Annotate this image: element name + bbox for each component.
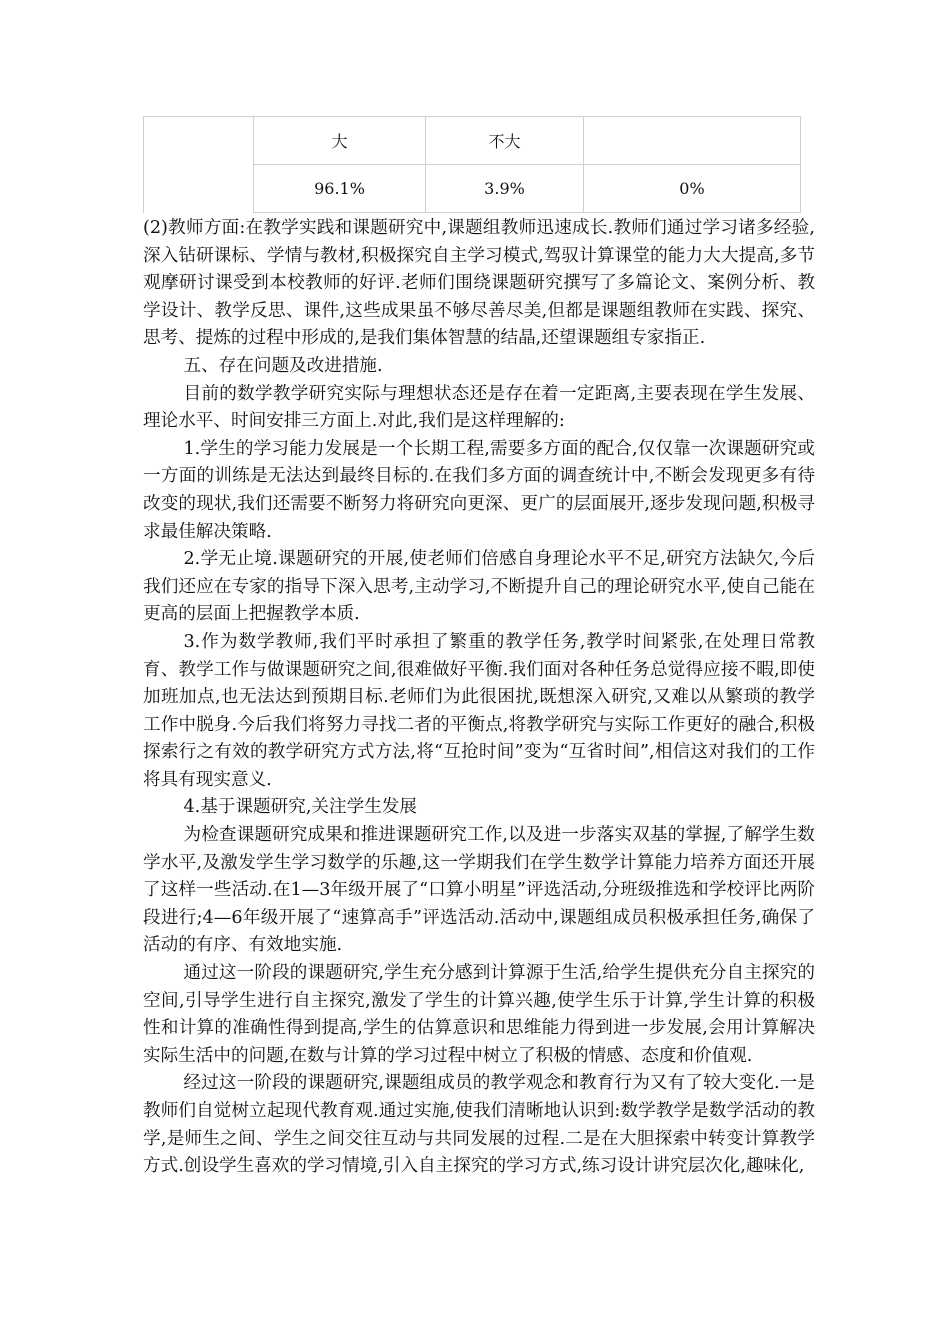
paragraph-activities: 为检查课题研究成果和推进课题研究工作,以及进一步落实双基的掌握,了解学生数学水平,及激发学生学习数学的乐趣,这一学期我们在学生数学计算能力培养方面还开展了这样一些活动.在1—3年级开展了“口算小明星”评选活动,分班级推选和学校评比两阶段进行;4—6年级开展了“速算高手”评选活动.活动中,课题组成员积极承担任务,确保了活动的有序、有效地实施. <box>143 825 815 956</box>
table-cell <box>144 117 254 165</box>
paragraph-student-outcomes: 通过这一阶段的课题研究,学生充分感到计算源于生活,给学生提供充分自主探究的空间,引导学生进行自主探究,激发了学生的计算兴趣,使学生乐于计算,学生计算的积极性和计算的准确性得到提高,学生的估算意识和思维能力得到进一步发展,会用计算解决实际生活中的问题,在数与计算的学习过程中树立了积极的情感、态度和价值观. <box>143 963 815 1066</box>
paragraph-teacher-aspect: (2)教师方面:在教学实践和课题研究中,课题组教师迅速成长.教师们通过学习诸多经验,深入钻研课标、学情与教材,积极探究自主学习模式,驾驭计算课堂的能力大大提高,多节观摩研讨课受到本校教师的好评.老师们围绕课题研究撰写了多篇论文、案例分析、教学设计、教学反思、课件,这些成果虽不够尽善尽美,但都是课题组教师在实践、探究、思考、提炼的过程中形成的,是我们集体智慧的结晶,还望课题组专家指正. <box>143 218 815 349</box>
table-value-row <box>144 165 801 213</box>
paragraph-point-2: 2.学无止境.课题研究的开展,使老师们倍感自身理论水平不足,研究方法缺欠,今后我们还应在专家的指导下深入思考,主动学习,不断提升自己的理论研究水平,使自己能在更高的层面上把握教学本质. <box>143 549 815 625</box>
paragraph-intro-problems: 目前的数学教学研究实际与理想状态还是存在着一定距离,主要表现在学生发展、理论水平、时间安排三方面上.对此,我们是这样理解的: <box>143 383 815 432</box>
paragraph-point-4-heading: 4.基于课题研究,关注学生发展 <box>183 797 417 818</box>
table-cell-large: 大 <box>254 117 426 165</box>
table-header-row <box>144 117 801 165</box>
survey-result-table <box>143 116 801 213</box>
table-cell-value-large: 96.1% <box>254 165 426 213</box>
document-body <box>143 215 815 1181</box>
table-cell-value-none: 0% <box>584 165 801 213</box>
table-cell-value-not-large: 3.9% <box>426 165 584 213</box>
paragraph-teacher-changes: 经过这一阶段的课题研究,课题组成员的教学观念和教育行为又有了较大变化.一是教师们自觉树立起现代教育观.通过实施,使我们清晰地认识到:数学教学是数学活动的教学,是师生之间、学生之间交往互动与共同发展的过程.二是在大胆探索中转变计算教学方式.创设学生喜欢的学习情境,引入自主探究的学习方式,练习设计讲究层次化,趣味化, <box>143 1073 815 1177</box>
table-cell-not-large: 不大 <box>426 117 584 165</box>
section-heading-problems: 五、存在问题及改进措施. <box>183 355 383 376</box>
paragraph-point-3: 3.作为数学教师,我们平时承担了繁重的教学任务,教学时间紧张,在处理日常教育、教学工作与做课题研究之间,很难做好平衡.我们面对各种任务总觉得应接不暇,即使加班加点,也无法达到预期目标.老师们为此很困扰,既想深入研究,又难以从繁琐的教学工作中脱身.今后我们将努力寻找二者的平衡点,将教学研究与实际工作更好的融合,积极探索行之有效的教学研究方式方法,将“互抢时间”变为“互省时间”,相信这对我们的工作将具有现实意义. <box>143 631 815 790</box>
table-cell <box>144 165 254 213</box>
table-cell <box>584 117 801 165</box>
paragraph-point-1: 1.学生的学习能力发展是一个长期工程,需要多方面的配合,仅仅靠一次课题研究或一方面的训练是无法达到最终目标的.在我们多方面的调查统计中,不断会发现更多有待改变的现状,我们还需要不断努力将研究向更深、更广的层面展开,逐步发现问题,积极寻求最佳解决策略. <box>143 438 815 542</box>
